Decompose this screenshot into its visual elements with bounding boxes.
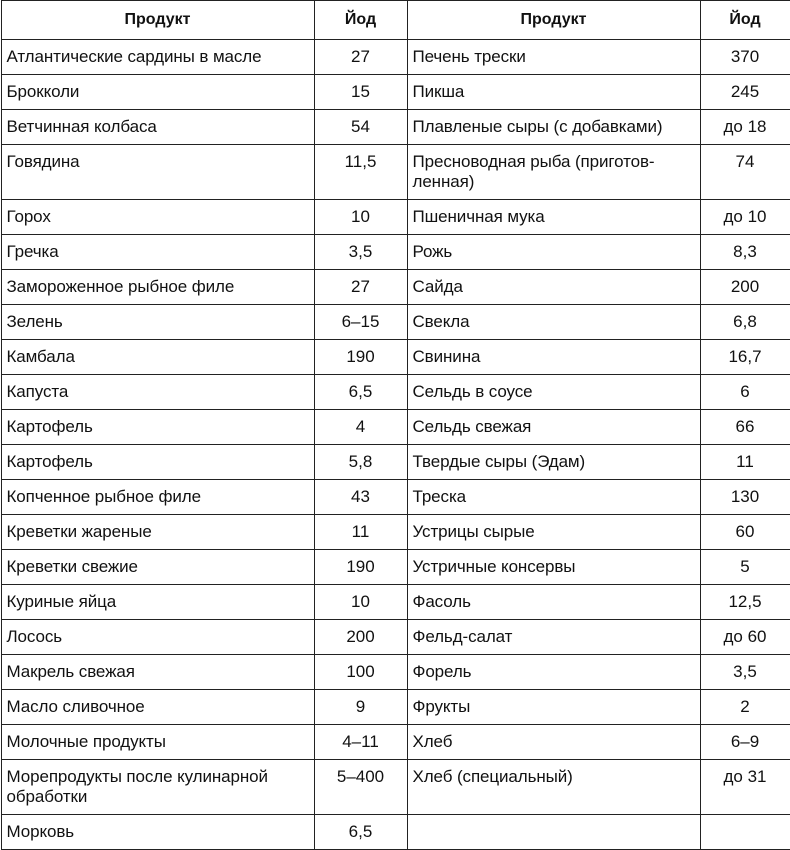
cell-iodine-right (700, 815, 790, 850)
cell-product-left: Ветчинная колбаса (1, 110, 314, 145)
iodine-table (1, 0, 790, 850)
cell-iodine-right: до 10 (700, 200, 790, 235)
cell-product-right: Треска (407, 480, 700, 515)
cell-product-left: Замороженное рыбное филе (1, 270, 314, 305)
table-row (1, 655, 790, 690)
cell-product-left: Креветки свежие (1, 550, 314, 585)
header-product-left: Продукт (1, 1, 314, 40)
cell-iodine-left: 4 (314, 410, 407, 445)
cell-iodine-right: 245 (700, 75, 790, 110)
cell-product-right: Пикша (407, 75, 700, 110)
cell-iodine-right: 370 (700, 40, 790, 75)
cell-product-right: Пресноводная рыба (приготов-ленная) (407, 145, 700, 200)
cell-iodine-left: 100 (314, 655, 407, 690)
cell-product-left: Копченное рыбное филе (1, 480, 314, 515)
cell-iodine-left: 27 (314, 40, 407, 75)
table-row (1, 550, 790, 585)
table-row (1, 40, 790, 75)
cell-product-right: Сельдь в соусе (407, 375, 700, 410)
cell-product-right: Хлеб (специальный) (407, 760, 700, 815)
cell-product-left: Капуста (1, 375, 314, 410)
cell-iodine-left: 10 (314, 200, 407, 235)
cell-iodine-left: 15 (314, 75, 407, 110)
table-body (1, 40, 790, 850)
cell-product-left: Гречка (1, 235, 314, 270)
cell-iodine-left: 3,5 (314, 235, 407, 270)
cell-product-left: Картофель (1, 410, 314, 445)
cell-iodine-left: 27 (314, 270, 407, 305)
table-row (1, 480, 790, 515)
cell-product-right: Плавленые сыры (с добавками) (407, 110, 700, 145)
cell-iodine-right: 60 (700, 515, 790, 550)
cell-iodine-right: 200 (700, 270, 790, 305)
cell-product-right: Фельд-салат (407, 620, 700, 655)
table-row (1, 340, 790, 375)
cell-product-right: Рожь (407, 235, 700, 270)
cell-product-right: Форель (407, 655, 700, 690)
cell-product-right: Фрукты (407, 690, 700, 725)
cell-product-right (407, 815, 700, 850)
table-row (1, 620, 790, 655)
cell-iodine-right: 16,7 (700, 340, 790, 375)
table-row (1, 305, 790, 340)
cell-iodine-right: до 60 (700, 620, 790, 655)
table-row (1, 515, 790, 550)
cell-product-left: Брокколи (1, 75, 314, 110)
cell-iodine-right: 5 (700, 550, 790, 585)
cell-product-right: Свинина (407, 340, 700, 375)
cell-product-left: Куриные яйца (1, 585, 314, 620)
cell-iodine-right: 66 (700, 410, 790, 445)
table-row (1, 75, 790, 110)
header-row (1, 1, 790, 40)
cell-iodine-left: 4–11 (314, 725, 407, 760)
cell-iodine-right: 3,5 (700, 655, 790, 690)
cell-iodine-left: 190 (314, 340, 407, 375)
cell-iodine-right: 8,3 (700, 235, 790, 270)
table-row (1, 445, 790, 480)
table-row (1, 690, 790, 725)
table-row (1, 815, 790, 850)
cell-iodine-left: 11,5 (314, 145, 407, 200)
cell-product-left: Говядина (1, 145, 314, 200)
cell-iodine-right: 11 (700, 445, 790, 480)
cell-product-left: Макрель свежая (1, 655, 314, 690)
table-row (1, 200, 790, 235)
table-row (1, 760, 790, 815)
cell-iodine-right: 6 (700, 375, 790, 410)
header-product-right: Продукт (407, 1, 700, 40)
cell-product-left: Камбала (1, 340, 314, 375)
cell-iodine-left: 43 (314, 480, 407, 515)
cell-product-right: Сельдь свежая (407, 410, 700, 445)
cell-iodine-right: до 31 (700, 760, 790, 815)
cell-product-left: Горох (1, 200, 314, 235)
cell-product-left: Морепродукты после кулинарной обработки (1, 760, 314, 815)
cell-iodine-left: 10 (314, 585, 407, 620)
cell-product-left: Зелень (1, 305, 314, 340)
cell-iodine-left: 6,5 (314, 815, 407, 850)
cell-product-left: Молочные продукты (1, 725, 314, 760)
cell-product-right: Сайда (407, 270, 700, 305)
cell-iodine-right: 12,5 (700, 585, 790, 620)
cell-iodine-right: 6–9 (700, 725, 790, 760)
table-row (1, 375, 790, 410)
cell-iodine-right: до 18 (700, 110, 790, 145)
cell-iodine-left: 6–15 (314, 305, 407, 340)
cell-iodine-left: 200 (314, 620, 407, 655)
cell-product-left: Атлантические сардины в масле (1, 40, 314, 75)
table-row (1, 110, 790, 145)
cell-product-right: Устрицы сырые (407, 515, 700, 550)
cell-product-left: Масло сливочное (1, 690, 314, 725)
table-row (1, 270, 790, 305)
cell-iodine-left: 54 (314, 110, 407, 145)
table-row (1, 145, 790, 200)
cell-product-right: Пшеничная мука (407, 200, 700, 235)
cell-product-right: Твердые сыры (Эдам) (407, 445, 700, 480)
table-row (1, 410, 790, 445)
cell-product-right: Печень трески (407, 40, 700, 75)
cell-product-right: Свекла (407, 305, 700, 340)
header-iodine-right: Йод (700, 1, 790, 40)
cell-product-right: Фасоль (407, 585, 700, 620)
cell-product-left: Креветки жареные (1, 515, 314, 550)
cell-iodine-right: 2 (700, 690, 790, 725)
table-row (1, 725, 790, 760)
cell-iodine-right: 6,8 (700, 305, 790, 340)
cell-iodine-right: 74 (700, 145, 790, 200)
cell-iodine-left: 5,8 (314, 445, 407, 480)
cell-iodine-left: 6,5 (314, 375, 407, 410)
cell-iodine-right: 130 (700, 480, 790, 515)
table-row (1, 235, 790, 270)
cell-iodine-left: 5–400 (314, 760, 407, 815)
cell-product-left: Морковь (1, 815, 314, 850)
cell-product-left: Картофель (1, 445, 314, 480)
table-row (1, 585, 790, 620)
cell-product-left: Лосось (1, 620, 314, 655)
cell-product-right: Хлеб (407, 725, 700, 760)
cell-iodine-left: 9 (314, 690, 407, 725)
cell-iodine-left: 11 (314, 515, 407, 550)
cell-iodine-left: 190 (314, 550, 407, 585)
header-iodine-left: Йод (314, 1, 407, 40)
cell-product-right: Устричные консервы (407, 550, 700, 585)
